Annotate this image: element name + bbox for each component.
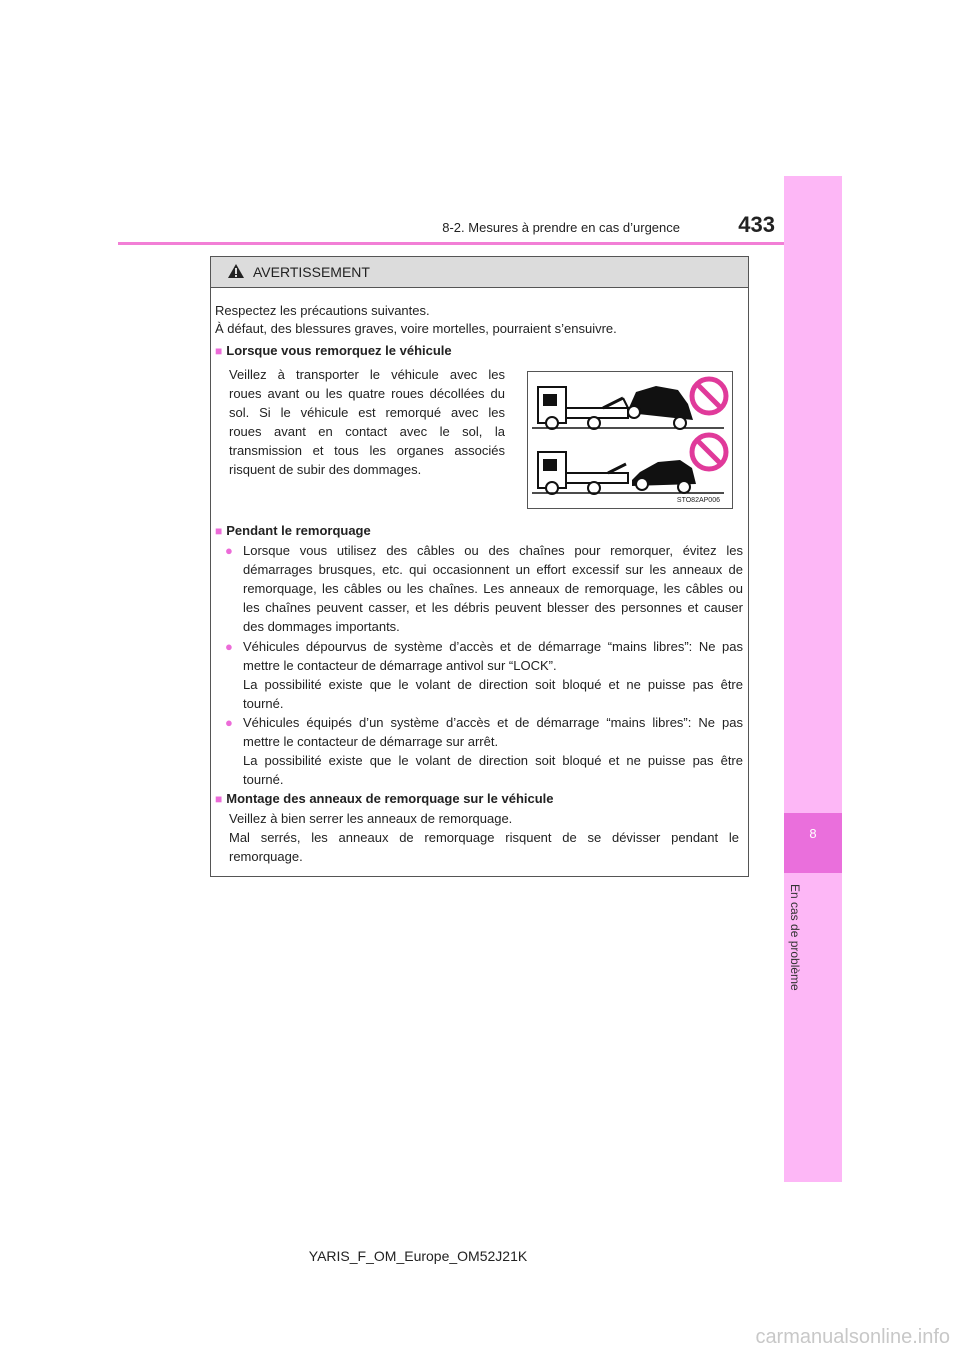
towing-line: roues avant en contact avec le sol, la	[229, 424, 505, 439]
towing-line: roues avant ou les quatre roues décollées du	[229, 386, 505, 401]
watermark: carmanualsonline.info	[755, 1326, 950, 1348]
chapter-side-tab	[784, 176, 842, 1182]
square-bullet-icon: ■	[215, 344, 223, 358]
towing-line: transmission et tous les organes associés	[229, 443, 505, 458]
eyelet-line: remorquage.	[229, 849, 303, 864]
section-towing-eyelet-text	[229, 809, 739, 866]
section-towing-text	[229, 365, 505, 479]
warning-triangle-icon	[227, 263, 245, 284]
chapter-label: En cas de problème	[788, 884, 802, 991]
bullet-line: Véhicules dépourvus de système d’accès et de démarrage “mains libres”: Ne pas	[243, 639, 743, 654]
warning-title: AVERTISSEMENT	[253, 264, 370, 280]
chapter-number: 8	[809, 826, 817, 841]
section-title: 8-2. Mesures à prendre en cas d’urgence	[442, 220, 680, 235]
bullet-line: tourné.	[243, 772, 284, 787]
bullet-line: mettre le contacteur de démarrage antivol sur “LOCK”.	[243, 658, 557, 673]
document-id: YARIS_F_OM_Europe_OM52J21K	[308, 1248, 528, 1264]
section-towing-heading	[215, 341, 452, 361]
bullet-line: Lorsque vous utilisez des câbles ou des chaînes pour remorquer, évitez les	[243, 543, 743, 558]
bullet-no-smart-entry-text	[243, 637, 743, 713]
round-bullet-icon: ●	[225, 639, 233, 654]
bullet-line: les chaînes peuvent casser, et les débris peuvent blesser des personnes et causer	[243, 600, 743, 615]
figure-code: STO82AP006	[676, 497, 720, 504]
bullet-line: démarrages brusques, etc. qui occasionnent un effort excessif sur les anneaux de	[243, 562, 743, 577]
eyelet-line: Mal serrés, les anneaux de remorquage risquent de se dévisser pendant le	[229, 830, 739, 845]
chapter-number-box	[784, 813, 842, 873]
warning-intro-2: À défaut, des blessures graves, voire mortelles, pourraient s’ensuivre.	[215, 321, 617, 336]
bullet-line: des dommages importants.	[243, 619, 400, 634]
page-number: 433	[738, 212, 775, 237]
bullet-smart-entry-text	[243, 713, 743, 789]
warning-header	[211, 257, 748, 288]
warning-box	[210, 256, 749, 877]
prohibition-icon	[692, 435, 726, 469]
bullet-line: La possibilité existe que le volant de direction soit bloqué et ne puisse pas être	[243, 677, 743, 692]
prohibition-icon	[692, 379, 726, 413]
round-bullet-icon: ●	[225, 715, 233, 730]
section-towing-eyelet-heading	[215, 789, 554, 809]
towing-line: risquent de subir des dommages.	[229, 462, 422, 477]
towing-line: Veillez à transporter le véhicule avec les	[229, 367, 505, 382]
bullet-line: mettre le contacteur de démarrage sur arrêt.	[243, 734, 499, 749]
header-rule	[118, 242, 842, 245]
towing-line: sol. Si le véhicule est remorqué avec les	[229, 405, 505, 420]
section-during-towing-heading	[215, 521, 371, 541]
square-bullet-icon: ■	[215, 792, 223, 806]
section-during-towing-title: Pendant le remorquage	[226, 523, 371, 538]
bullet-cables-text	[243, 541, 743, 636]
bullet-line: remorquage, les câbles ou les chaînes. Les anneaux de remorquage, les câbles ou	[243, 581, 743, 596]
warning-intro-1: Respectez les précautions suivantes.	[215, 303, 430, 318]
eyelet-line: Veillez à bien serrer les anneaux de remorquage.	[229, 811, 513, 826]
square-bullet-icon: ■	[215, 524, 223, 538]
round-bullet-icon: ●	[225, 543, 233, 558]
section-towing-eyelet-title: Montage des anneaux de remorquage sur le véhicule	[226, 791, 554, 806]
section-towing-title: Lorsque vous remorquez le véhicule	[226, 343, 452, 358]
towing-illustration	[527, 371, 733, 509]
bullet-line: La possibilité existe que le volant de direction soit bloqué et ne puisse pas être	[243, 753, 743, 768]
bullet-line: Véhicules équipés d’un système d’accès et de démarrage “mains libres”: Ne pas	[243, 715, 743, 730]
bullet-line: tourné.	[243, 696, 284, 711]
